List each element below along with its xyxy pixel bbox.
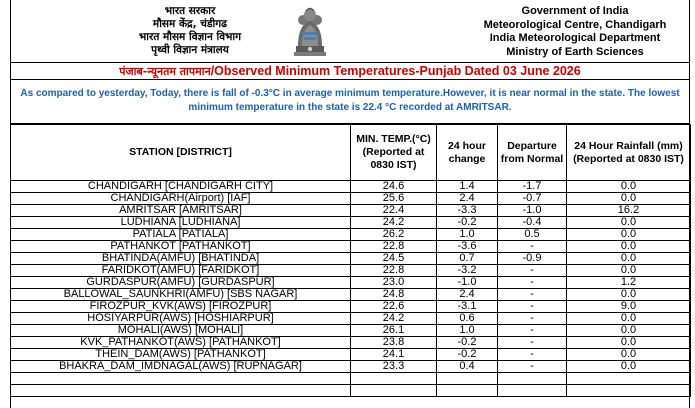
english-line: Ministry of Earth Sciences xyxy=(506,45,644,58)
rainfall-cell: 0.0 xyxy=(567,253,691,265)
header-departure: Departure from Normal xyxy=(498,125,567,181)
temperature-table xyxy=(10,124,691,397)
rainfall-cell: 1.2 xyxy=(567,277,691,289)
station-cell: GURDASPUR(AMFU) [GURDASPUR] xyxy=(11,277,351,289)
departure-cell: - xyxy=(498,361,567,373)
rainfall-cell: 0.0 xyxy=(567,325,691,337)
station-cell xyxy=(11,385,351,397)
station-cell: BALLOWAL_SAUNKHRI(AMFU) [SBS NAGAR] xyxy=(11,289,351,301)
departure-cell xyxy=(498,373,567,385)
min-temp-cell xyxy=(351,385,437,397)
table-header-row xyxy=(11,125,691,181)
header-station: STATION [DISTRICT] xyxy=(11,125,351,181)
min-temp-cell: 25.6 xyxy=(351,193,437,205)
change-cell: -0.2 xyxy=(437,337,498,349)
change-cell: 0.6 xyxy=(437,313,498,325)
table-body xyxy=(11,181,691,397)
rainfall-cell: 0.0 xyxy=(567,337,691,349)
report-title xyxy=(10,62,690,80)
departure-cell: - xyxy=(498,289,567,301)
table-row xyxy=(11,241,691,253)
departure-cell: - xyxy=(498,277,567,289)
table-row xyxy=(11,337,691,349)
rainfall-cell xyxy=(567,385,691,397)
min-temp-cell xyxy=(351,373,437,385)
title-english: /Observed Minimum Temperatures-Punjab Dated 03 June 2026 xyxy=(210,64,581,78)
departure-cell: - xyxy=(498,349,567,361)
min-temp-cell: 26.2 xyxy=(351,229,437,241)
rainfall-cell: 0.0 xyxy=(567,361,691,373)
rainfall-cell: 16.2 xyxy=(567,205,691,217)
station-cell xyxy=(11,373,351,385)
hindi-line: पृथ्वी विज्ञान मंत्रालय xyxy=(151,44,229,56)
min-temp-cell: 26.1 xyxy=(351,325,437,337)
hindi-line: मौसम केंद्र, चंडीगढ xyxy=(152,18,228,30)
departure-cell: - xyxy=(498,301,567,313)
min-temp-cell: 23.8 xyxy=(351,337,437,349)
departure-cell: -1.7 xyxy=(498,181,567,193)
rainfall-cell: 0.0 xyxy=(567,349,691,361)
change-cell: 1.0 xyxy=(437,325,498,337)
english-line: Government of India xyxy=(521,5,629,17)
departure-cell: -0.9 xyxy=(498,253,567,265)
rainfall-cell: 0.0 xyxy=(567,313,691,325)
rainfall-cell: 0.0 xyxy=(567,217,691,229)
national-emblem-icon xyxy=(288,2,332,60)
table-row xyxy=(11,265,691,277)
station-cell: BHATINDA(AMFU) [BHATINDA] xyxy=(11,253,351,265)
departure-cell: - xyxy=(498,325,567,337)
station-cell: HOSIYARPUR(AWS) [HOSHIARPUR] xyxy=(11,313,351,325)
station-cell: AMRITSAR [AMRITSAR] xyxy=(11,205,351,217)
english-line: India Meteorological Department xyxy=(489,32,661,44)
change-cell: 0.4 xyxy=(437,361,498,373)
station-cell: PATIALA [PATIALA] xyxy=(11,229,351,241)
station-cell: THEIN_DAM(AWS) [PATHANKOT] xyxy=(11,349,351,361)
change-cell: -1.0 xyxy=(437,277,498,289)
table-row xyxy=(11,205,691,217)
change-cell: -0.2 xyxy=(437,217,498,229)
change-cell: -3.6 xyxy=(437,241,498,253)
table-row xyxy=(11,181,691,193)
change-cell xyxy=(437,373,498,385)
table-row xyxy=(11,277,691,289)
title-hindi: पंजाब-न्यूनतम तापमान xyxy=(119,65,211,78)
departure-cell: -1.0 xyxy=(498,205,567,217)
report-header xyxy=(10,0,690,62)
rainfall-cell: 0.0 xyxy=(567,265,691,277)
change-cell: -3.1 xyxy=(437,301,498,313)
header-rainfall: 24 Hour Rainfall (mm) (Reported at 0830 IST) xyxy=(567,125,691,181)
rainfall-cell: 0.0 xyxy=(567,289,691,301)
change-cell: 2.4 xyxy=(437,289,498,301)
table-row xyxy=(11,229,691,241)
station-cell: KVK_PATHANKOT(AWS) [PATHANKOT] xyxy=(11,337,351,349)
table-row xyxy=(11,361,691,373)
station-cell: MOHALI(AWS) [MOHALI] xyxy=(11,325,351,337)
change-cell: 2.4 xyxy=(437,193,498,205)
hindi-line: भारत मौसम विज्ञान विभाग xyxy=(138,31,242,43)
table-row xyxy=(11,385,691,397)
station-cell: CHANDIGARH(Airport) [IAF] xyxy=(11,193,351,205)
departure-cell: - xyxy=(498,265,567,277)
change-cell: -0.2 xyxy=(437,349,498,361)
min-temp-cell: 24.1 xyxy=(351,349,437,361)
min-temp-cell: 22.4 xyxy=(351,205,437,217)
change-cell: 0.7 xyxy=(437,253,498,265)
english-org-block xyxy=(460,5,690,59)
min-temp-cell: 22.6 xyxy=(351,301,437,313)
departure-cell: -0.7 xyxy=(498,193,567,205)
table-row xyxy=(11,349,691,361)
departure-cell: -0.4 xyxy=(498,217,567,229)
station-cell: CHANDIGARH [CHANDIGARH CITY] xyxy=(11,181,351,193)
rainfall-cell: 0.0 xyxy=(567,193,691,205)
min-temp-cell: 24.2 xyxy=(351,217,437,229)
hindi-line: भारत सरकार xyxy=(164,5,216,17)
min-temp-cell: 23.3 xyxy=(351,361,437,373)
table-row xyxy=(11,373,691,385)
departure-cell xyxy=(498,385,567,397)
rainfall-cell xyxy=(567,373,691,385)
station-cell: PATHANKOT [PATHANKOT] xyxy=(11,241,351,253)
change-cell: 1.4 xyxy=(437,181,498,193)
table-row xyxy=(11,301,691,313)
rainfall-cell: 0.0 xyxy=(567,229,691,241)
change-cell xyxy=(437,385,498,397)
change-cell: 1.0 xyxy=(437,229,498,241)
station-cell: LUDHIANA [LUDHIANA] xyxy=(11,217,351,229)
table-row xyxy=(11,313,691,325)
departure-cell: - xyxy=(498,313,567,325)
min-temp-cell: 24.5 xyxy=(351,253,437,265)
rainfall-cell: 0.0 xyxy=(567,181,691,193)
english-line: Meteorological Centre, Chandigarh xyxy=(483,18,667,31)
table-row xyxy=(11,253,691,265)
rainfall-cell: 9.0 xyxy=(567,301,691,313)
station-cell: FARIDKOT(AMFU) [FARIDKOT] xyxy=(11,265,351,277)
departure-cell: - xyxy=(498,241,567,253)
header-min-temp: MIN. TEMP.(°C) (Reported at 0830 IST) xyxy=(351,125,437,181)
header-24h-change: 24 hour change xyxy=(437,125,498,181)
table-row xyxy=(11,217,691,229)
min-temp-cell: 22.8 xyxy=(351,241,437,253)
min-temp-cell: 24.8 xyxy=(351,289,437,301)
summary-text: As compared to yesterday, Today, there is fall of -0.3°C in average minimum temperature.However, it is near normal in the state. The lowest minimum temperature in the state is 22.4 °C recorded at AMRITSAR. xyxy=(10,80,690,124)
table-row xyxy=(11,289,691,301)
change-cell: -3.3 xyxy=(437,205,498,217)
hindi-org-block xyxy=(90,5,290,57)
change-cell: -3.2 xyxy=(437,265,498,277)
min-temp-cell: 24.6 xyxy=(351,181,437,193)
min-temp-cell: 22.8 xyxy=(351,265,437,277)
min-temp-cell: 24.2 xyxy=(351,313,437,325)
departure-cell: 0.5 xyxy=(498,229,567,241)
station-cell: BHAKRA_DAM_IMDNAGAL(AWS) [RUPNAGAR] xyxy=(11,361,351,373)
table-row xyxy=(11,193,691,205)
rainfall-cell: 0.0 xyxy=(567,241,691,253)
min-temp-cell: 23.0 xyxy=(351,277,437,289)
departure-cell: - xyxy=(498,337,567,349)
station-cell: FIROZPUR_KVK(AWS) [FIROZPUR] xyxy=(11,301,351,313)
table-row xyxy=(11,325,691,337)
